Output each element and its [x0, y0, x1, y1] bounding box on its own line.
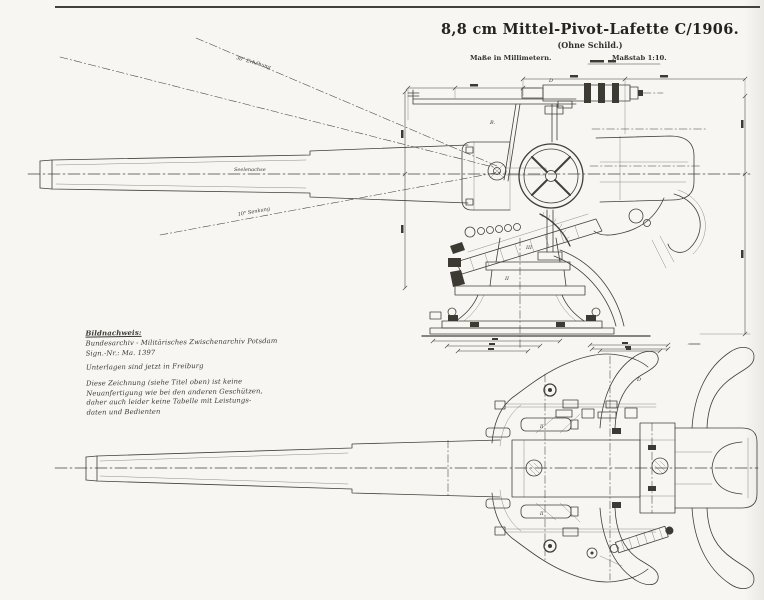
- scale-note: Maßstab 1:10.: [612, 54, 667, 62]
- part-ii-side-label: II: [505, 276, 509, 282]
- base-plate: [430, 328, 614, 334]
- elevation-arc: [540, 214, 570, 246]
- pedestal-mount: [422, 238, 650, 350]
- part-d-plan-label: D: [637, 377, 642, 383]
- handwritten-archive-note: [85, 325, 318, 418]
- archive-note-remark-4: daten und Bedienten: [86, 407, 161, 417]
- archive-note-remark-2: Neuanfertigung wie bei den anderen Geschützen,: [86, 386, 263, 398]
- archive-note-source: Bundesarchiv - Militärisches Zwischenarchiv Potsdam: [85, 337, 278, 348]
- part-iii-side-label: III: [526, 245, 532, 251]
- breech-block: [590, 129, 706, 268]
- dimension-lines-plan: [588, 342, 700, 353]
- elevation-limit-label: 30° Erhöhung: [235, 55, 272, 71]
- archive-note-remark-3: daher auch leider keine Tabelle mit Leistungs-: [86, 396, 252, 407]
- training-crank-handle: [587, 524, 675, 566]
- drawing-title: 8,8 cm Mittel-Pivot-Lafette C/1906.: [441, 21, 739, 38]
- drawing-subtitle: (Ohne Schild.): [557, 40, 623, 50]
- telescope: [522, 78, 663, 108]
- sight-bar: [408, 90, 576, 181]
- units-note: Maße in Millimetern.: [470, 54, 552, 62]
- cradle-plan: [512, 440, 668, 497]
- part-ii-plan-upper-label: II: [540, 425, 544, 430]
- archive-note-remark-1: Diese Zeichnung (siehe Titel oben) ist keine: [86, 377, 243, 388]
- archive-note-heading: Bildnachweis:: [85, 327, 142, 338]
- archive-note-signature: Sign.-Nr.: Ma. 1397: [85, 348, 156, 358]
- bore-axis-label: Seelenachse: [234, 167, 266, 173]
- part-ii-plan-lower-label: II: [540, 512, 544, 517]
- recoil-cylinders-plan: [521, 418, 578, 518]
- archive-note-location: Unterlagen sind jetzt in Freiburg: [85, 361, 204, 372]
- pedestal-brace: [554, 250, 624, 326]
- part-b-side-label: B.: [490, 120, 496, 126]
- depression-limit-label: 10° Senkung: [237, 206, 271, 218]
- part-d-side-label: D: [549, 78, 554, 84]
- elevation-angle-lines: [60, 38, 500, 235]
- side-elevation-view: [28, 38, 750, 353]
- gun-barrel-plan: [86, 440, 500, 497]
- recoil-cradle: [462, 142, 546, 210]
- elevation-handwheel: [519, 144, 583, 208]
